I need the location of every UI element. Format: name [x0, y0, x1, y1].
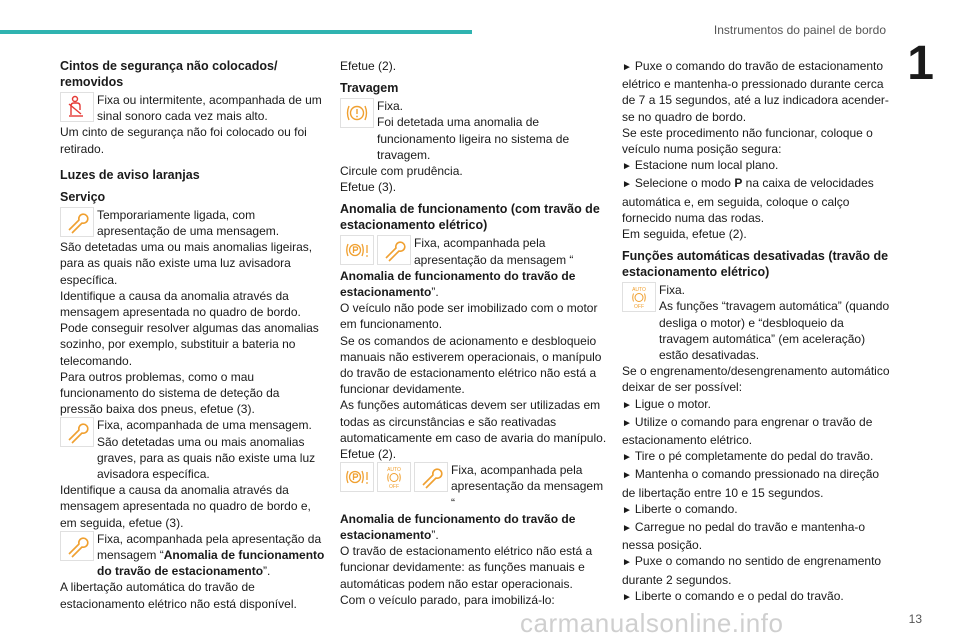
heading-service: Serviço — [60, 189, 106, 204]
section-title: Instrumentos do painel de bordo — [713, 23, 886, 37]
heading-auto-functions: Funções automáticas desativadas (travão de estacionamento elétrico) — [622, 249, 889, 280]
heading-braking: Travagem — [340, 81, 399, 96]
watermark-text: carmanualsonline.info — [520, 608, 784, 638]
heading-orange-lights: Luzes de aviso laranjas — [60, 167, 200, 182]
wrench-icon — [414, 462, 448, 492]
svg-text:OFF: OFF — [389, 484, 399, 490]
auto-row: AUTO OFF Fixa. As funções “travagem automática” (quando desliga o motor) e “desbloqueio da travagem automática” (em aceleração) estão desativadas. — [622, 282, 890, 363]
column-3: ► Puxe o comando do travão de estacionamento elétrico e mantenha-o pressionado durante cerca de 7 a 15 segundos, até a luz indicadora acender-se no quadro de bordo. Se este procedimento não funcionar, coloque o veículo numa posição segura: ► Estacione num local plano. ► Selecione o modo P na caixa de velocidades automática e, em seguida, coloque o calço fornecido numa das rodas. Em seguida, efetue (2). Funções automáticas desativadas (travão de estacionamento elétrico) AUTO OFF Fixa. As funções “travagem automática” (quando desliga o motor) e “desbloqueio da travagem automática” (em aceleração) estão desativadas. Se o engrenamento/desengrenamento automático deixar de ser possível: ► Ligue o motor. ► Utilize o comando para engrenar o travão de estacionamento elétrico. ► Tire o pé completamente do pedal do travão. ► Mantenha o comando pressionado na direção de libertação entre 10 e 15 segundos. ► Liberte o comando. ► Carregue no pedal do travão e mantenha-o nessa posição. ► Puxe o comando no sentido de engrenamento durante 2 segundos. ► Liberte o comando e o pedal do travão. — [622, 59, 890, 603]
epb-row-1: Fixa, acompanhada pela apresentação da mensagem “ — [340, 235, 608, 267]
wrench-icon — [60, 531, 94, 561]
seatbelt-warning-icon — [60, 92, 94, 122]
service-row-2: Fixa, acompanhada de uma mensagem. São detetadas uma ou mais anomalias graves, para as quais não existe uma luz avisadora específica. — [60, 417, 325, 482]
brake-warning-icon — [340, 98, 374, 128]
auto-off-parking-icon — [622, 282, 656, 312]
brake-row: Fixa. Foi detetada uma anomalia de funcionamento ligeira no sistema de travagem. — [340, 98, 608, 163]
parking-brake-fault-icon — [340, 462, 374, 492]
column-2: Efetue (2). Travagem Fixa. Foi detetada uma anomalia de funcionamento ligeira no sistema de travagem. Circule com prudência. Efetue (3). Anomalia de funcionamento (com travão de estacionamento elétrico) Fixa, acompanhada pela apresentação da mensagem “ Anomalia de funcionamento do travão de estacionamento”. O veículo não pode ser imobilizado com o motor em funcionamento. Se os comandos de acionamento e desbloqueio manuais não estiverem operacionais, o manípulo do travão de estacionamento elétrico não está a funcionar devidamente. As funções automáticas devem ser utilizadas em todas as circunstâncias e são reativadas automaticamente em caso de avaria do manípulo. Efetue (2). AUTO OFF Fixa, acompanhada pela apresentação da mensagem “ Anomalia de funcionamento do travão de estacionamento”. O travão de estacionamento elétrico não está a funcionar devidamente: as funções manuais e automáticas podem não estar operacionais. Com o veículo parado, para imobilizá-lo: — [340, 59, 607, 607]
column-1: Cintos de segurança não colocados/ removidos Fixa ou intermitente, acompanhada de um sinal sonoro cada vez mais alto. Um cinto de segurança não foi colocado ou foi retirado. Luzes de aviso laranjas Serviço Temporariamente ligada, com apresentação de uma mensagem. São detetadas uma ou mais anomalias ligeiras, para as quais não existe uma luz avisadora específica. Identifique a causa da anomalia através da mensagem apresentada no quadro de bordo. Pode conseguir resolver algumas das anomalias sozinho, por exemplo, substituir a bateria no telecomando. Para outros problemas, como o mau funcionamento do sistema de deteção da pressão baixa dos pneus, efetue (3). Fixa, acompanhada de uma mensagem. São detetadas uma ou mais anomalias graves, para as quais não existe uma luz avisadora específica. Identifique a causa da anomalia através da mensagem apresentada no quadro de bordo e, em seguida, efetue (3). Fixa, acompanhada pela apresentação da mensagem “Anomalia de funcionamento do travão de estacionamento”. A libertação automática do travão de estacionamento elétrico não está disponível. — [60, 59, 325, 611]
heading-seatbelts: Cintos de segurança não colocados/ removidos — [60, 59, 278, 89]
service-row-3: Fixa, acompanhada pela apresentação da mensagem “Anomalia de funcionamento do travão de estacionamento”. — [60, 531, 325, 580]
chapter-number: 1 — [907, 37, 934, 90]
wrench-icon — [60, 417, 94, 447]
heading-epb-fault: Anomalia de funcionamento (com travão de estacionamento elétrico) — [340, 202, 600, 233]
auto-off-parking-icon — [377, 462, 411, 492]
svg-text:AUTO: AUTO — [387, 467, 401, 474]
service-row-1: Temporariamente ligada, com apresentação de uma mensagem. — [60, 207, 325, 239]
svg-text:OFF: OFF — [634, 304, 644, 310]
wrench-icon — [377, 235, 411, 265]
seatbelt-row: Fixa ou intermitente, acompanhada de um sinal sonoro cada vez mais alto. — [60, 92, 325, 124]
wrench-icon — [60, 207, 94, 237]
header-accent-bar — [0, 30, 472, 34]
page-number: 13 — [908, 612, 922, 626]
epb-row-2: AUTO OFF Fixa, acompanhada pela apresentação da mensagem “ — [340, 462, 608, 511]
svg-text:AUTO: AUTO — [632, 287, 646, 294]
parking-brake-fault-icon — [340, 235, 374, 265]
